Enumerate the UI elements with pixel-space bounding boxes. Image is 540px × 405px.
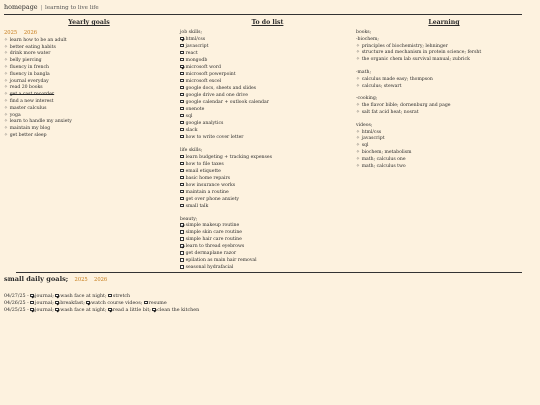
learning-item-text: the organic chem lab survival manual; zubrick: [361, 57, 470, 63]
daily-date: 04/25/25 -: [4, 308, 29, 313]
star-bullet-icon: ✧: [4, 126, 8, 132]
todo-item-text: onenote: [185, 107, 205, 112]
learning-item-text: principles of biochemistry; lehninger: [361, 43, 448, 49]
yearly-goals-heading[interactable]: Yearly goals: [68, 19, 110, 26]
learning-item[interactable]: [356, 110, 532, 117]
diamond-bullet-icon: ✧: [356, 109, 360, 115]
todo-item: [180, 251, 355, 258]
learning-list: [356, 103, 532, 117]
yearly-goals-column: [4, 19, 174, 140]
learning-list: [356, 37, 532, 64]
todo-item-text: microsoft excel: [185, 79, 222, 84]
daily-task-text: watch course videos;: [91, 301, 143, 306]
diamond-bullet-icon: ✧: [356, 149, 360, 155]
learning-item-text: math; calculus two: [361, 163, 406, 169]
star-bullet-icon: ✧: [4, 37, 8, 43]
diamond-bullet-icon: ✧: [356, 163, 360, 169]
todo-item: [180, 176, 355, 183]
todo-item-text: epilation as main hair removal: [185, 258, 257, 264]
daily-year-tab-2025[interactable]: 2025: [74, 277, 88, 283]
checked-checkbox[interactable]: [108, 308, 112, 312]
yearly-goal-item[interactable]: [4, 65, 174, 72]
checked-checkbox[interactable]: [180, 223, 184, 227]
learning-item[interactable]: [356, 103, 532, 110]
star-bullet-icon: ✧: [4, 85, 8, 91]
todo-section-list: [180, 37, 355, 142]
todo-item-text: microsoft word: [185, 65, 221, 70]
todo-item: [180, 51, 355, 58]
daily-row: [4, 300, 199, 307]
star-bullet-icon: ✧: [4, 98, 8, 104]
todo-item-text: learn budgeting + tracking expenses: [185, 154, 272, 160]
star-bullet-icon: ✧: [4, 44, 8, 50]
todo-item-text: sql: [185, 114, 193, 119]
daily-task-text: read a little bit;: [112, 308, 151, 313]
learning-item-text: biochem; metabolism: [361, 149, 412, 155]
learning-column: [356, 19, 532, 170]
unchecked-checkbox[interactable]: [180, 72, 184, 76]
todo-item-text: mongodb: [185, 58, 208, 63]
unchecked-checkbox[interactable]: [180, 162, 184, 166]
learning-item[interactable]: [356, 84, 532, 91]
unchecked-checkbox[interactable]: [180, 169, 184, 173]
diamond-bullet-icon: ✧: [356, 50, 360, 56]
star-bullet-icon: ✧: [4, 51, 8, 57]
todo-item: [180, 58, 355, 65]
daily-row: [4, 307, 199, 314]
todo-item: [180, 155, 355, 162]
unchecked-checkbox[interactable]: [180, 107, 184, 111]
learning-item[interactable]: [356, 136, 532, 143]
yearly-goal-text: fluency in bangla: [9, 71, 50, 77]
checked-checkbox[interactable]: [55, 294, 59, 298]
checked-checkbox[interactable]: [180, 65, 184, 69]
learning-item[interactable]: [356, 77, 532, 84]
checked-checkbox[interactable]: [55, 308, 59, 312]
unchecked-checkbox[interactable]: [180, 51, 184, 55]
todo-item-text: how insurance works: [185, 182, 236, 188]
todo-item-text: simple hair care routine: [185, 237, 242, 243]
todo-item-text: react: [185, 51, 198, 56]
todo-item: [180, 107, 355, 114]
star-bullet-icon: ✧: [4, 78, 8, 84]
unchecked-checkbox[interactable]: [180, 265, 184, 269]
learning-item-text: the flavor bible; dornenburg and page: [361, 103, 451, 109]
todo-item: [180, 79, 355, 86]
unchecked-checkbox[interactable]: [180, 190, 184, 194]
learning-item[interactable]: [356, 157, 532, 164]
unchecked-checkbox[interactable]: [180, 79, 184, 83]
todo-item-text: microsoft powerpoint: [185, 72, 236, 77]
todo-item-text: how to write cover letter: [185, 135, 244, 140]
todo-item: [180, 72, 355, 79]
yearly-goal-text: find a new interest: [9, 98, 54, 104]
yearly-goals-list: [4, 38, 174, 140]
todo-item-text: html/css: [185, 37, 206, 42]
yearly-goal-text: maintain my blog: [9, 126, 51, 132]
learning-section-label: -cooking;: [356, 96, 378, 102]
unchecked-checkbox[interactable]: [180, 86, 184, 90]
page-subtitle: learning to live life: [45, 5, 99, 11]
learning-section-label: books;: [356, 30, 372, 35]
todo-item: [180, 86, 355, 93]
todo-item-text: basic home repairs: [185, 175, 231, 181]
unchecked-checkbox[interactable]: [180, 114, 184, 118]
page-title[interactable]: homepage: [4, 3, 38, 11]
todo-item: [180, 121, 355, 128]
todo-item-text: google docs, sheets and slides: [185, 86, 257, 91]
yearly-goal-text: better eating habits: [9, 44, 56, 50]
page-header: [4, 4, 99, 12]
todo-item: [180, 65, 355, 72]
unchecked-checkbox[interactable]: [180, 44, 184, 48]
todo-item-text: simple skin care routine: [185, 230, 242, 236]
daily-task-text: journal;: [35, 301, 54, 306]
learning-item-text: math; calculus one: [361, 156, 406, 162]
star-bullet-icon: ✧: [4, 92, 8, 98]
todo-item: [180, 44, 355, 51]
todo-item: [180, 162, 355, 169]
todo-item: [180, 197, 355, 204]
unchecked-checkbox[interactable]: [30, 301, 34, 305]
todo-item: [180, 135, 355, 142]
daily-row: [4, 293, 199, 300]
yearly-goal-item[interactable]: [4, 106, 174, 113]
daily-task-text: stretch: [112, 294, 131, 299]
learning-item[interactable]: [356, 150, 532, 157]
todo-item: [180, 114, 355, 121]
daily-task-text: wash face at night;: [60, 308, 107, 313]
yearly-goal-text: learn how to be an adult: [9, 37, 67, 43]
year-tab-2025[interactable]: 2025: [4, 30, 18, 36]
checked-checkbox[interactable]: [30, 294, 34, 298]
todo-item-text: small talk: [185, 203, 209, 209]
star-bullet-icon: ✧: [4, 112, 8, 118]
daily-date: 04/26/25 -: [4, 301, 29, 306]
todo-item-text: learn to thread eyebrows: [185, 244, 245, 250]
todo-item-text: google drive and one drive: [185, 93, 248, 98]
diamond-bullet-icon: ✧: [356, 76, 360, 82]
todo-item-text: maintain a routine: [185, 189, 229, 195]
learning-item-text: calculus; stewart: [361, 83, 402, 89]
star-bullet-icon: ✧: [4, 71, 8, 77]
todo-item-text: slack: [185, 128, 198, 133]
daily-task-text: wash face at night;: [60, 294, 107, 299]
yearly-goal-text: master calculus: [9, 105, 47, 111]
daily-goals-title: small daily goals;: [4, 275, 69, 283]
todo-item: [180, 204, 355, 211]
todo-item-text: get dermaplane razor: [185, 251, 237, 257]
yearly-goal-text: yoga: [9, 112, 21, 118]
unchecked-checkbox[interactable]: [180, 251, 184, 255]
todo-item-text: get over phone anxiety: [185, 196, 240, 202]
yearly-goal-item[interactable]: [4, 99, 174, 106]
learning-item-text: salt fat acid heat; nosrat: [361, 109, 419, 115]
unchecked-checkbox[interactable]: [180, 100, 184, 104]
star-bullet-icon: ✧: [4, 58, 8, 64]
daily-divider: [16, 272, 522, 273]
yearly-goal-item[interactable]: [4, 133, 174, 140]
todo-section-list: [180, 155, 355, 211]
learning-item[interactable]: [356, 57, 532, 64]
checked-checkbox[interactable]: [86, 301, 90, 305]
diamond-bullet-icon: ✧: [356, 103, 360, 109]
daily-year-tab-2026[interactable]: 2026: [94, 277, 108, 283]
todo-item-text: google calendar + outlook calendar: [185, 100, 269, 105]
unchecked-checkbox[interactable]: [180, 135, 184, 139]
todo-column: [180, 19, 355, 272]
unchecked-checkbox[interactable]: [180, 237, 184, 241]
learning-section-label: -math;: [356, 69, 371, 75]
learning-section-label: videos;: [356, 122, 373, 128]
todo-item: [180, 244, 355, 251]
learning-item[interactable]: [356, 164, 532, 171]
unchecked-checkbox[interactable]: [180, 155, 184, 159]
todo-item: [180, 93, 355, 100]
todo-item: [180, 128, 355, 135]
learning-item-text: -biochem;: [356, 36, 379, 42]
todo-heading[interactable]: To do list: [251, 19, 284, 26]
unchecked-checkbox[interactable]: [180, 183, 184, 187]
learning-item-text: calculus made easy; thompson: [361, 76, 433, 82]
learning-list: [356, 77, 532, 91]
daily-goals-log: [4, 293, 199, 314]
todo-item-text: seasonal hydrafacial: [185, 265, 234, 271]
todo-item-text: simple makeup routine: [185, 223, 240, 229]
daily-task-text: clean the kitchen: [157, 308, 200, 313]
yearly-goal-text: drink more water: [9, 51, 51, 57]
todo-item-text: javascript: [185, 44, 209, 49]
yearly-goal-text: learn to handle my anxiety: [9, 119, 72, 125]
unchecked-checkbox[interactable]: [180, 58, 184, 62]
unchecked-checkbox[interactable]: [180, 93, 184, 97]
unchecked-checkbox[interactable]: [180, 176, 184, 180]
learning-item-text: sql: [361, 143, 369, 149]
todo-section-label: life skills;: [180, 147, 203, 153]
diamond-bullet-icon: ✧: [356, 143, 360, 149]
unchecked-checkbox[interactable]: [180, 204, 184, 208]
yearly-goal-text: get better sleep: [9, 132, 47, 138]
learning-list: [356, 130, 532, 171]
todo-item: [180, 183, 355, 190]
daily-task-text: journal;: [35, 294, 54, 299]
diamond-bullet-icon: ✧: [356, 57, 360, 63]
star-bullet-icon: ✧: [4, 119, 8, 125]
todo-item: [180, 169, 355, 176]
diamond-bullet-icon: ✧: [356, 156, 360, 162]
unchecked-checkbox[interactable]: [108, 294, 112, 298]
todo-section-label: beauty;: [180, 216, 198, 222]
learning-heading[interactable]: Learning: [428, 19, 460, 26]
unchecked-checkbox[interactable]: [180, 258, 184, 262]
todo-item: [180, 190, 355, 197]
star-bullet-icon: ✧: [4, 132, 8, 138]
yearly-goal-text: belly piercing: [9, 58, 42, 64]
learning-sections: [356, 30, 532, 170]
daily-goals-heading: [4, 276, 107, 284]
checked-checkbox[interactable]: [30, 308, 34, 312]
learning-item-text: structure and mechanism in protein science; fersht: [361, 50, 482, 56]
daily-task-text: breakfast;: [60, 301, 85, 306]
learning-item-text: html/css: [361, 129, 382, 135]
star-bullet-icon: ✧: [4, 64, 8, 70]
title-separator: |: [40, 5, 43, 11]
yearly-goal-item[interactable]: [4, 72, 174, 79]
todo-section-list: [180, 223, 355, 272]
yearly-goal-text: fluency in french: [9, 64, 50, 70]
header-divider: [4, 14, 522, 15]
yearly-goal-text: get a cast recorder: [9, 92, 55, 98]
checked-checkbox[interactable]: [55, 301, 59, 305]
todo-sections: [180, 30, 355, 272]
daily-task-text: resume: [148, 301, 167, 306]
yearly-goal-item[interactable]: [4, 58, 174, 65]
todo-item: [180, 37, 355, 44]
todo-item: [180, 230, 355, 237]
year-tab-2026[interactable]: 2026: [23, 30, 38, 36]
yearly-years: [4, 30, 174, 37]
star-bullet-icon: ✧: [4, 105, 8, 111]
unchecked-checkbox[interactable]: [180, 230, 184, 234]
unchecked-checkbox[interactable]: [180, 121, 184, 125]
unchecked-checkbox[interactable]: [144, 301, 148, 305]
unchecked-checkbox[interactable]: [180, 128, 184, 132]
daily-task-text: journal;: [35, 308, 54, 313]
todo-item-text: email etiquette: [185, 168, 221, 174]
yearly-goal-text: read 20 books: [9, 85, 43, 91]
todo-item-text: google analytics: [185, 121, 224, 126]
checked-checkbox[interactable]: [180, 244, 184, 248]
yearly-goal-item[interactable]: [4, 126, 174, 133]
todo-item-text: how to file taxes: [185, 161, 224, 167]
daily-date: 04/27/25 -: [4, 294, 29, 299]
diamond-bullet-icon: ✧: [356, 83, 360, 89]
yearly-goal-item[interactable]: [4, 38, 174, 45]
todo-item: [180, 100, 355, 107]
unchecked-checkbox[interactable]: [180, 197, 184, 201]
yearly-goal-text: journal everyday: [9, 78, 49, 84]
todo-item: [180, 237, 355, 244]
diamond-bullet-icon: ✧: [356, 136, 360, 142]
checked-checkbox[interactable]: [152, 308, 156, 312]
todo-item: [180, 258, 355, 265]
learning-item[interactable]: [356, 37, 532, 44]
learning-item-text: javascript: [361, 136, 385, 142]
todo-item: [180, 223, 355, 230]
yearly-goal-item[interactable]: [4, 92, 174, 99]
todo-section-label: job skills;: [180, 30, 203, 35]
checked-checkbox[interactable]: [180, 37, 184, 41]
diamond-bullet-icon: ✧: [356, 129, 360, 135]
diamond-bullet-icon: ✧: [356, 43, 360, 49]
learning-item[interactable]: [356, 143, 532, 150]
